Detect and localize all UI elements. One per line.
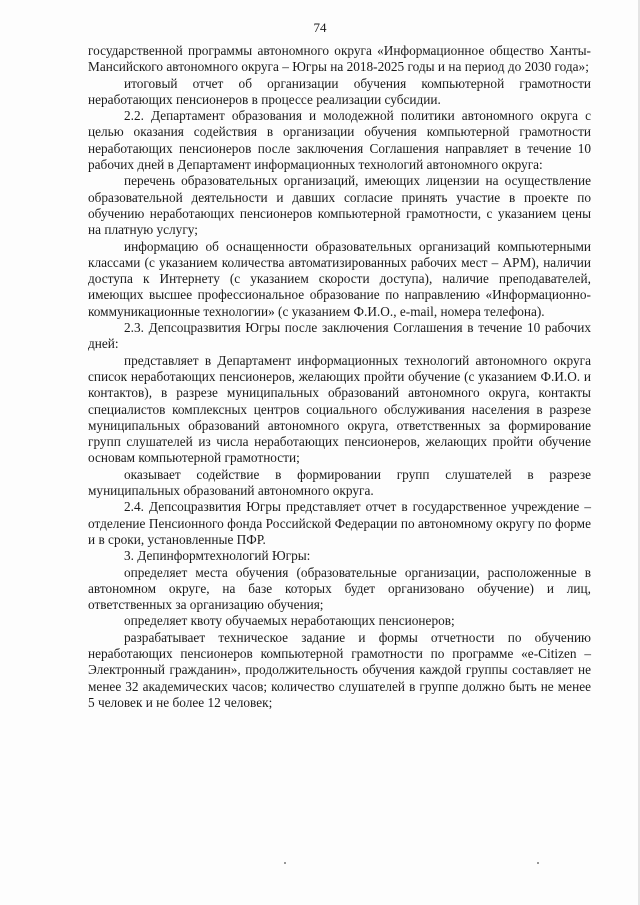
paragraph: представляет в Департамент информационных технологий автономного округа список неработающих пенсионеров, желающих пройти обучение (с указанием Ф.И.О. и контактов), в разрезе муниципальных образований автономного округа, контакты специалистов комплексных центров социального обслуживания населения в разрезе муниципальных образований автономного округа, ответственных за формирование групп слушателей из числа неработающих пенсионеров, желающих пройти обучение основам компьютерной грамотности; (88, 352, 591, 466)
page-number: 74 (313, 20, 327, 35)
document-body (88, 43, 591, 711)
paragraph: государственной программы автономного округа «Информационное общество Ханты-Мансийского автономного округа – Югры на 2018-2025 годы и на период до 2030 года»; (88, 43, 591, 75)
paragraph: разрабатывает техническое задание и формы отчетности по обучению неработающих пенсионеров компьютерной грамотности по программе «e-Citizen – Электронный гражданин», продолжительность обучения каждой группы составляет не менее 32 академических часов; количество слушателей в группе должно быть не менее 5 человек и не более 12 человек; (88, 629, 591, 710)
paragraph: определяет места обучения (образовательные организации, расположенные в автономном округе, на базе которых будет организовано обучение) и лиц, ответственных за организацию обучения; (88, 564, 591, 613)
scan-speck (537, 862, 539, 864)
paragraph: перечень образовательных организаций, имеющих лицензии на осуществление образовательной деятельности и давших согласие принять участие в проекте по обучению неработающих пенсионеров компьютерной грамотности, с указанием цены на платную услугу; (88, 173, 591, 238)
paragraph: 2.4. Депсоцразвития Югры представляет отчет в государственное учреждение – отделение Пенсионного фонда Российской Федерации по автономному округу по форме и в сроки, установленные ПФР. (88, 499, 591, 547)
paragraph: определяет квоту обучаемых неработающих пенсионеров; (124, 613, 455, 629)
paragraph: итоговый отчет об организации обучения компьютерной грамотности неработающих пенсионеров в процессе реализации субсидии. (88, 75, 591, 107)
paragraph: оказывает содействие в формировании групп слушателей в разрезе муниципальных образований автономного округа. (88, 466, 591, 499)
paragraph: 3. Депинформтехнологий Югры: (124, 548, 311, 564)
scan-speck (284, 862, 286, 864)
paragraph: информацию об оснащенности образовательных организаций компьютерными классами (с указанием количества автоматизированных рабочих мест – АРМ), наличии доступа к Интернету (с указанием скорости доступа), наличие преподавателей, имеющих высшее профессиональное образование по направлению «Информационно-коммуникационные технологии» (с указанием Ф.И.О., e-mail, номера телефона). (88, 238, 591, 319)
paragraph: 2.3. Депсоцразвития Югры после заключения Соглашения в течение 10 рабочих дней: (88, 320, 591, 352)
paragraph: 2.2. Департамент образования и молодежной политики автономного округа с целью оказания содействия в организации обучения компьютерной грамотности неработающих пенсионеров после заключения Соглашения направляет в течение 10 рабочих дней в Департамент информационных технологий автономного округа: (88, 108, 591, 173)
